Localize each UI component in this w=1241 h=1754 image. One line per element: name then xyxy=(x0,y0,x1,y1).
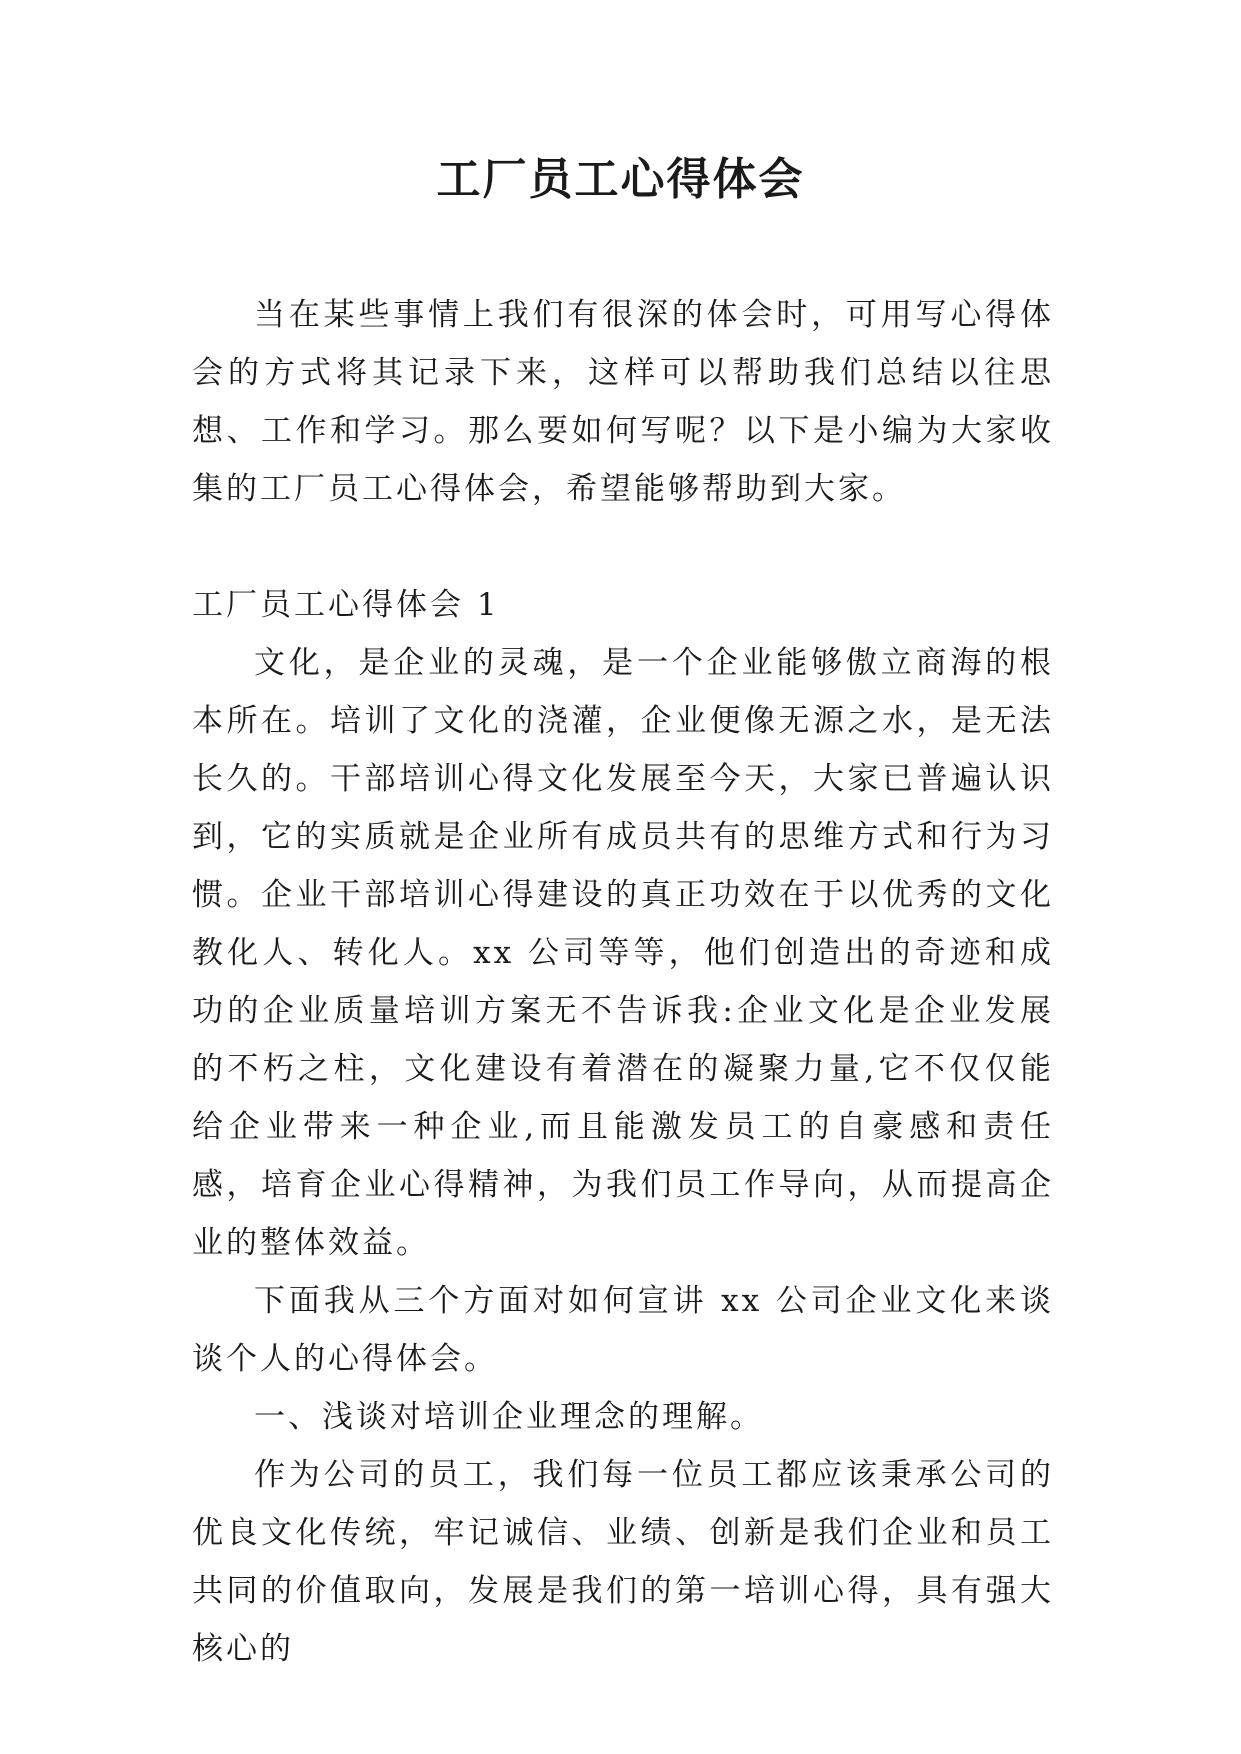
body-paragraph: 一、浅谈对培训企业理念的理解。 xyxy=(254,1399,764,1435)
body-paragraph: 文化，是企业的灵魂，是一个企业能够傲立商海的根本所在。培训了文化的浇灌，企业便像无源之水，是无法长久的。干部培训心得文化发展至今天，大家已普遍认识到，它的实质就是企业所有成员共有的思维方式和行为习惯。企业干部培训心得建设的真正功效在于以优秀的文化教化人、转化人。xx 公司等等，他们创造出的奇迹和成功的企业质量培训方案无不告诉我:企业文化是企业发展的不朽之柱，文化建设有着潜在的凝聚力量,它不仅仅能给企业带来一种企业,而且能激发员工的自豪感和责任感，培育企业心得精神，为我们员工作导向，从而提高企业的整体效益。 xyxy=(192,645,1054,1261)
body-paragraph: 作为公司的员工，我们每一位员工都应该秉承公司的优良文化传统，牢记诚信、业绩、创新是我们企业和员工共同的价值取向，发展是我们的第一培训心得，具有强大核心的 xyxy=(192,1457,1054,1667)
intro-paragraph: 当在某些事情上我们有很深的体会时，可用写心得体会的方式将其记录下来，这样可以帮助我们总结以往思想、工作和学习。那么要如何写呢？以下是小编为大家收集的工厂员工心得体会，希望能够帮助到大家。 xyxy=(192,297,1054,507)
document-title: 工厂员工心得体会 xyxy=(436,154,805,205)
section-heading: 工厂员工心得体会 1 xyxy=(192,587,500,623)
body-paragraph: 下面我从三个方面对如何宣讲 xx 公司企业文化来谈谈个人的心得体会。 xyxy=(192,1283,1054,1377)
document-body xyxy=(192,286,1054,1678)
